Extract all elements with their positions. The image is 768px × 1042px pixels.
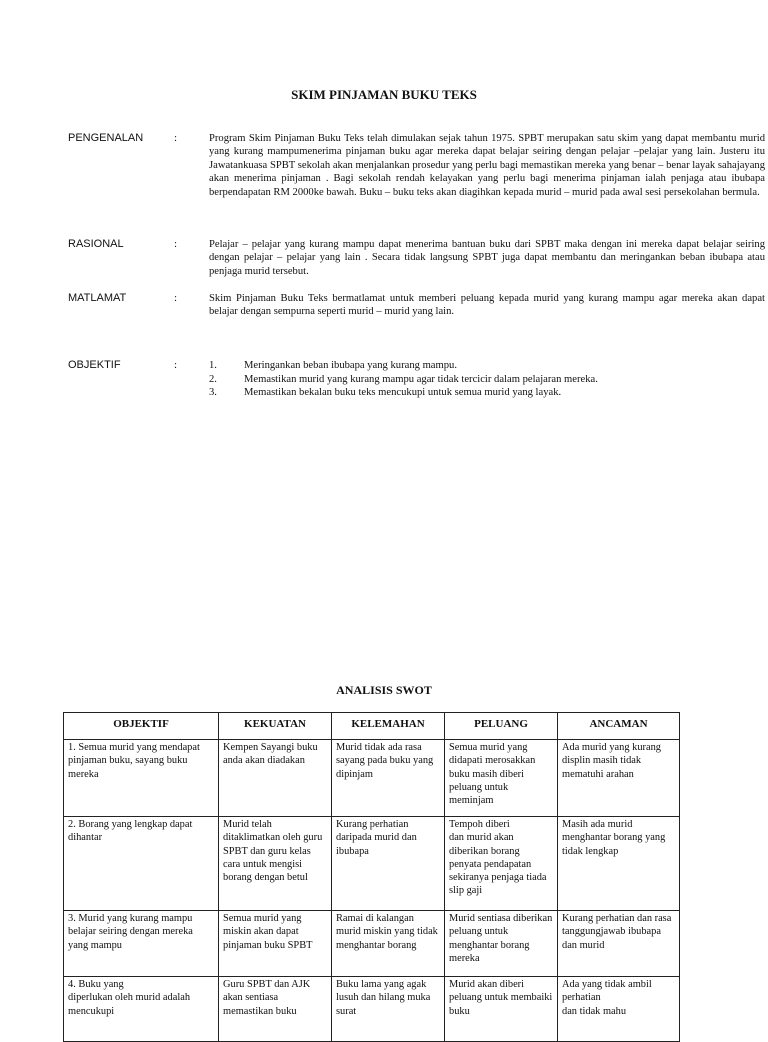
section-label: PENGENALAN xyxy=(68,132,144,144)
table-cell: Kurang perhatian dan rasa tanggungjawab ibubapa dan murid xyxy=(558,911,680,977)
table-cell: Murid sentiasa diberikan peluang untuk menghantar borang mereka xyxy=(445,911,558,977)
table-cell: Murid akan diberi peluang untuk membaiki buku xyxy=(445,977,558,1042)
swot-table xyxy=(63,712,680,1042)
column-header: OBJEKTIF xyxy=(64,713,219,740)
table-cell: Masih ada murid menghantar borang yang tidak lengkap xyxy=(558,817,680,911)
list-item xyxy=(209,386,729,400)
list-number: 3. xyxy=(209,387,217,399)
list-number: 2. xyxy=(209,373,217,385)
table-cell: Ramai di kalangan murid miskin yang tidak menghantar borang xyxy=(332,911,445,977)
table-cell: Kempen Sayangi buku anda akan diadakan xyxy=(219,740,332,817)
table-cell: 2. Borang yang lengkap dapat dihantar xyxy=(64,817,219,911)
section-text: Program Skim Pinjaman Buku Teks telah dimulakan sejak tahun 1975. SPBT merupakan satu skim yang dapat membantu murid yang kurang mampumenerima pinjaman buku agar mereka dapat belajar seiring dengan pelajar –pelajar yang lain. Justeru itu Jawatankuasa SPBT sekolah akan menjalankan prosedur yang perlu bagi memastikan mereka yang benar – benar layak sahajayang akan menerima pinjaman . Bagi sekolah rendah kelayakan yang perlu bagi menerima pinjaman ialah penjaga atau ibubapa berpendapatan RM 2000ke bawah. Buku – buku teks akan diagihkan kepada murid – murid pada awal sesi persekolahan bermula. xyxy=(209,133,765,198)
table-cell: Ada yang tidak ambil perhatian dan tidak mahu xyxy=(558,977,680,1042)
table-cell: Guru SPBT dan AJK akan sentiasa memastikan buku xyxy=(219,977,332,1042)
section-colon: : xyxy=(174,292,178,304)
column-header: PELUANG xyxy=(445,713,558,740)
column-header: KEKUATAN xyxy=(219,713,332,740)
section-label: MATLAMAT xyxy=(68,292,127,304)
objective-list xyxy=(209,359,729,400)
list-text: Memastikan bekalan buku teks mencukupi untuk semua murid yang layak. xyxy=(244,387,562,399)
table-cell: Ada murid yang kurang displin masih tidak mematuhi arahan xyxy=(558,740,680,817)
table-cell: Semua murid yang miskin akan dapat pinjaman buku SPBT xyxy=(219,911,332,977)
list-item xyxy=(209,373,729,387)
list-text: Memastikan murid yang kurang mampu agar tidak tercicir dalam pelajaran mereka. xyxy=(244,373,598,385)
column-header: KELEMAHAN xyxy=(332,713,445,740)
table-cell: Kurang perhatian daripada murid dan ibubapa xyxy=(332,817,445,911)
table-cell: Murid telah ditaklimatkan oleh guru SPBT dan guru kelas cara untuk mengisi borang dengan betul xyxy=(219,817,332,911)
section-label: OBJEKTIF xyxy=(68,359,121,371)
table-row xyxy=(64,740,680,817)
table-cell: Tempoh diberi dan murid akan diberikan borang penyata pendapatan sekiranya penjaga tiada slip gaji xyxy=(445,817,558,911)
section-label: RASIONAL xyxy=(68,238,124,250)
table-cell: Buku lama yang agak lusuh dan hilang muka surat xyxy=(332,977,445,1042)
list-text: Meringankan beban ibubapa yang kurang mampu. xyxy=(244,360,457,371)
section-colon: : xyxy=(174,132,178,144)
table-row xyxy=(64,977,680,1042)
table-cell: Semua murid yang didapati merosakkan buku masih diberi peluang untuk meminjam xyxy=(445,740,558,817)
section-text: Pelajar – pelajar yang kurang mampu dapat menerima bantuan buku dari SPBT maka dengan ini mereka dapat belajar seiring dengan pelajar – pelajar yang lain . Secara tidak langsung SPBT juga dapat membantu dan meringankan beban ibubapa atau penjaga murid tersebut. xyxy=(209,239,765,277)
table-cell: Murid tidak ada rasa sayang pada buku yang dipinjam xyxy=(332,740,445,817)
section-colon: : xyxy=(174,359,178,371)
column-header: ANCAMAN xyxy=(558,713,680,740)
section-text: Skim Pinjaman Buku Teks bermatlamat untuk memberi peluang kepada murid yang kurang mampu agar mereka akan dapat belajar dengan sempurna seperti murid – murid yang lain. xyxy=(209,293,765,318)
table-header-row xyxy=(64,713,680,740)
table-cell: 4. Buku yang diperlukan oleh murid adalah mencukupi xyxy=(64,977,219,1042)
section-colon: : xyxy=(174,238,178,250)
swot-title: ANALISIS SWOT xyxy=(336,683,432,697)
list-item xyxy=(209,359,729,373)
table-row xyxy=(64,817,680,911)
table-cell: 1. Semua murid yang mendapat pinjaman buku, sayang buku mereka xyxy=(64,740,219,817)
table-cell: 3. Murid yang kurang mampu belajar seiring dengan mereka yang mampu xyxy=(64,911,219,977)
table-row xyxy=(64,911,680,977)
list-number: 1. xyxy=(209,360,217,371)
document-title: SKIM PINJAMAN BUKU TEKS xyxy=(291,87,477,102)
